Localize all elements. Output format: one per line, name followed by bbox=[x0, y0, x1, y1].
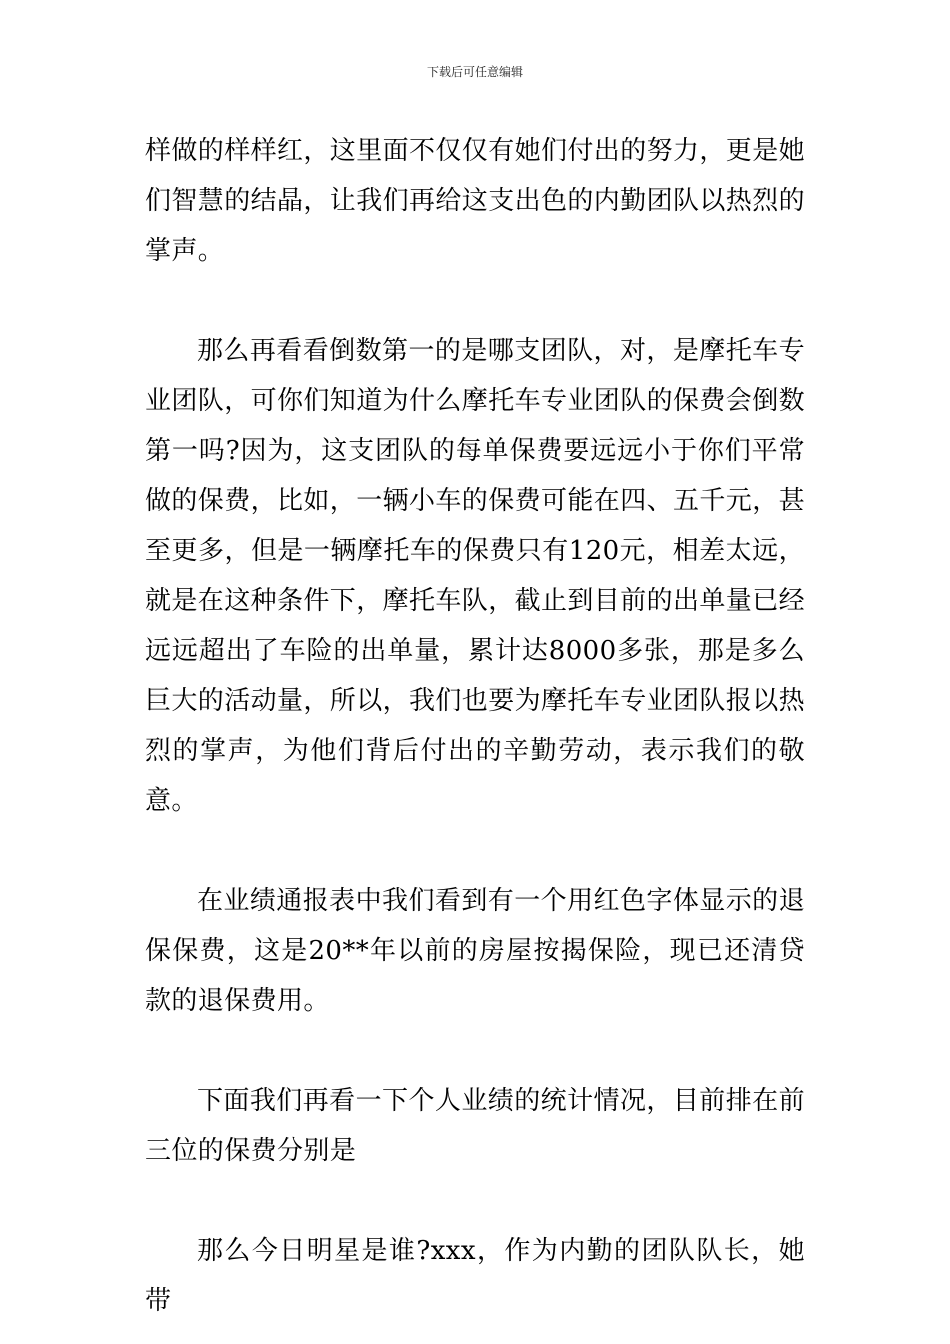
paragraph: 那么今日明星是谁?xxx，作为内勤的团队队长，她带 bbox=[145, 1236, 805, 1316]
paragraph-gap bbox=[145, 1026, 805, 1076]
document-body bbox=[145, 126, 805, 1326]
paragraph-gap bbox=[145, 1176, 805, 1226]
paragraph: 样做的样样红，这里面不仅仅有她们付出的努力，更是她们智慧的结晶，让我们再给这支出色的内勤团队以热烈的掌声。 bbox=[145, 136, 806, 266]
paragraph-gap bbox=[145, 276, 805, 326]
page-header: 下载后可任意编辑 bbox=[426, 65, 523, 79]
paragraph-gap bbox=[145, 826, 805, 876]
paragraph: 下面我们再看一下个人业绩的统计情况，目前排在前三位的保费分别是 bbox=[145, 1086, 805, 1166]
paragraph: 那么再看看倒数第一的是哪支团队，对，是摩托车专业团队，可你们知道为什么摩托车专业团队的保费会倒数第一吗?因为，这支团队的每单保费要远远小于你们平常做的保费，比如，一辆小车的保费可能在四、五千元，甚至更多，但是一辆摩托车的保费只有120元，相差太远，就是在这种条件下，摩托车队，截止到目前的出单量已经远远超出了车险的出单量，累计达8000多张，那是多么巨大的活动量，所以，我们也要为摩托车专业团队报以热烈的掌声，为他们背后付出的辛勤劳动，表示我们的敬意。 bbox=[145, 336, 806, 816]
paragraph: 在业绩通报表中我们看到有一个用红色字体显示的退保保费，这是20**年以前的房屋按揭保险，现已还清贷款的退保费用。 bbox=[145, 886, 805, 1016]
